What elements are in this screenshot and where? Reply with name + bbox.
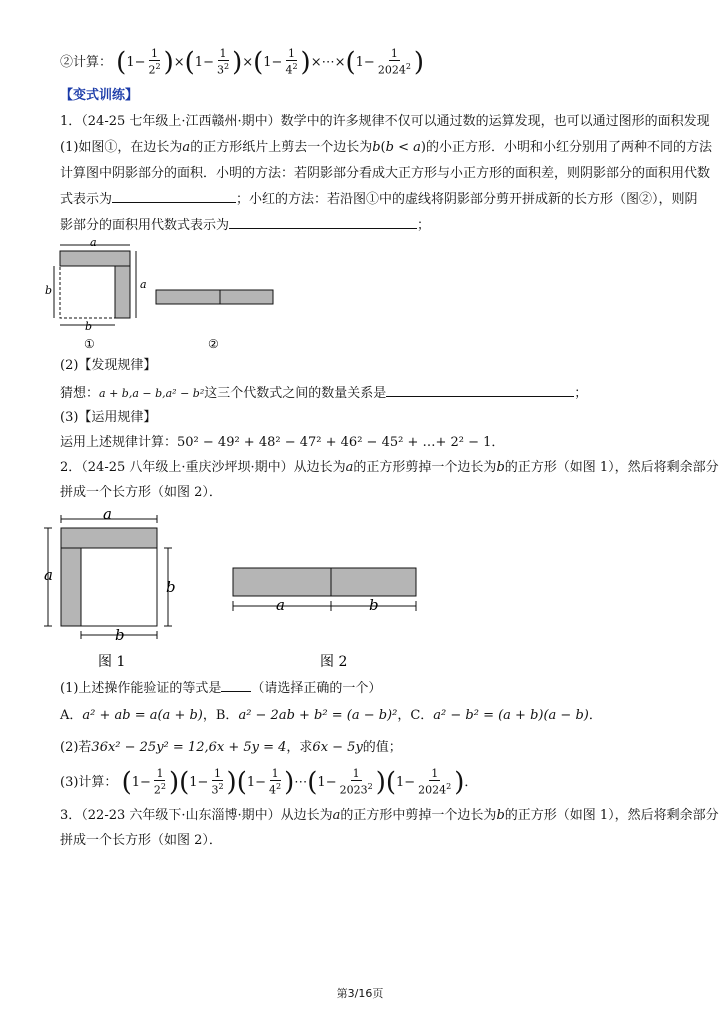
label-a: a <box>140 278 147 291</box>
label-b: b <box>85 320 93 333</box>
fig-label-1: ① <box>84 337 95 351</box>
fig2-caption: 图 2 <box>320 654 348 670</box>
p2-options: A．a² + ab = a(a + b)，B．a² − 2ab + b² = (a − b)²，C．a² − b² = (a + b)(a − b)． <box>60 708 602 723</box>
q1-part2-calc: ②计算： (1− $\frac{1}{2^2}$ )×(1− $\frac{1}{3^2}$ )×(1− $\frac{1}{4^2}$ )×⋯×(1− $\frac{1}{2024^2}$ ) <box>60 47 425 78</box>
fig-label-2: ② <box>208 337 219 351</box>
fraction: $\frac{1}{4^2}$ <box>269 767 282 797</box>
p1-intro: 1．（24-25 七年级上·江西赣州·期中）数学中的许多规律不仅可以通过数的运算发现，也可以通过图形的面积发现 <box>60 114 710 129</box>
p1-figure <box>40 236 280 356</box>
p2-q2: (2)若36x² − 25y² = 12,6x + 5y = 4，求6x − 5y的值； <box>60 740 402 755</box>
p3-intro2: 拼成一个长方形（如图 2）． <box>60 833 222 848</box>
label-b: b <box>45 284 53 297</box>
label-a: a <box>90 236 97 249</box>
p2-q1: (1)上述操作能验证的等式是 （请选择正确的一个） <box>60 678 381 699</box>
p1-part2-head: (2)【发现规律】 <box>60 358 157 373</box>
label-a: a <box>44 566 53 584</box>
p2-q3: (3)计算： (1− $\frac{1}{2^2}$ )(1− $\frac{1}{3^2}$ )(1− $\frac{1}{4^2}$ )⋯(1− $\frac{1}{2023^2}$ )(1− $\frac{1}{2024^2}$ )． <box>60 767 478 798</box>
label-b: b <box>115 626 125 644</box>
rect-2 <box>233 568 416 596</box>
section-title: 【变式训练】 <box>60 88 139 103</box>
removed-square <box>60 266 115 318</box>
answer-blank[interactable] <box>229 215 417 229</box>
p1-line4: 影部分的面积用代数式表示为 ； <box>60 215 430 236</box>
fraction: $\frac{1}{2024^2}$ <box>418 767 452 797</box>
label-b: b <box>369 596 379 614</box>
answer-blank[interactable] <box>386 383 574 397</box>
p1-guess: 猜想：a + b,a − b,a² − b²这三个代数式之间的数量关系是 ； <box>60 383 587 404</box>
label-b: b <box>166 578 176 596</box>
answer-blank[interactable] <box>112 189 236 203</box>
p1-line3: 式表示为 ；小红的方法：若沿图①中的虚线将阴影部分剪开拼成新的长方形（图②），则阴 <box>60 189 698 210</box>
calc-label: ②计算： <box>60 54 113 70</box>
fraction: $\frac{1}{2^2}$ <box>153 767 166 797</box>
fraction: $\frac{1}{4^2}$ <box>285 47 298 77</box>
p2-figure <box>30 502 450 674</box>
fraction: $\frac{1}{2023^2}$ <box>339 767 373 797</box>
p1-line1: (1)如图①，在边长为a的正方形纸片上剪去一个边长为b(b < a)的小正方形．小明和小红分别用了两种不同的方法 <box>60 140 712 155</box>
answer-blank[interactable] <box>221 678 251 692</box>
fraction: $\frac{1}{3^2}$ <box>216 47 230 77</box>
label-a: a <box>276 596 285 614</box>
fig1-caption: 图 1 <box>98 654 126 670</box>
p1-apply: 运用上述规律计算：50² − 49² + 48² − 47² + 46² − 45² + …+ 2² − 1． <box>60 435 505 450</box>
p1-line2: 计算图中阴影部分的面积．小明的方法：若阴影部分看成大正方形与小正方形的面积差，则阴影部分的面积用代数 <box>60 166 711 181</box>
removed-square <box>81 548 157 626</box>
p2-intro2: 拼成一个长方形（如图 2）． <box>60 485 222 500</box>
page-number: 第3/16页 <box>336 987 384 1000</box>
p1-part3-head: (3)【运用规律】 <box>60 410 157 425</box>
shade-right <box>115 266 130 318</box>
fraction: $\frac{1}{3^2}$ <box>211 767 224 797</box>
p2-intro1: 2．（24-25 八年级上·重庆沙坪坝·期中）从边长为a的正方形剪掉一个边长为b的正方形（如图 1），然后将剩余部分 <box>60 460 719 475</box>
rect-2 <box>156 290 273 304</box>
shade-left <box>61 548 81 626</box>
p3-intro1: 3．（22-23 六年级下·山东淄博·期中）从边长为a的正方形中剪掉一个边长为b的正方形（如图 1），然后将剩余部分 <box>60 808 719 823</box>
label-a: a <box>103 505 112 523</box>
shade-top <box>61 528 157 548</box>
shade-top <box>60 251 130 266</box>
fraction: $\frac{1}{2^2}$ <box>148 47 161 77</box>
fraction: $\frac{1}{2024^2}$ <box>377 47 411 77</box>
